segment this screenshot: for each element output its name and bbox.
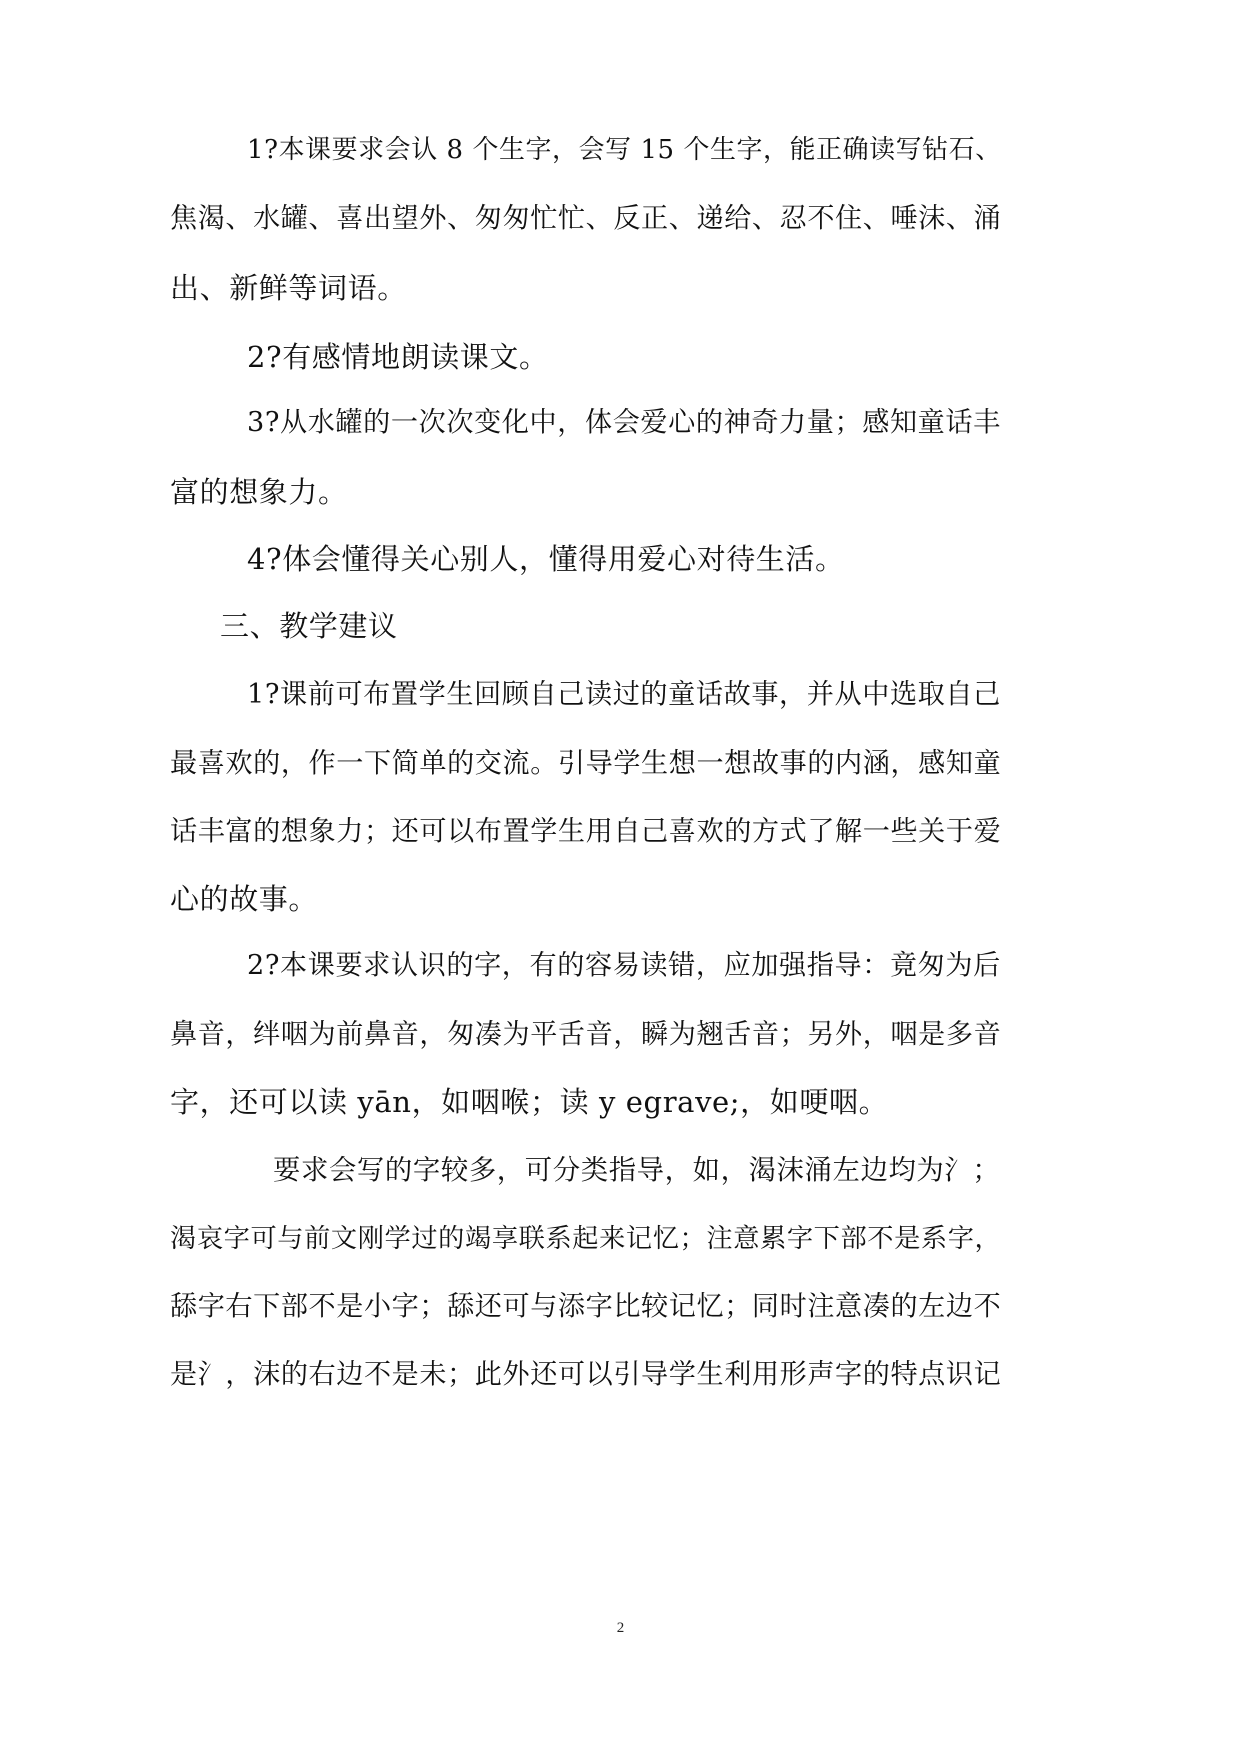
text-line: 1?本课要求会认 8 个生字，会写 15 个生字，能正确读写钻石、 [247, 135, 1002, 165]
text-line: 3?从水罐的一次次变化中，体会爱心的神奇力量；感知童话丰 [247, 407, 1001, 438]
text-line: 4?体会懂得关心别人，懂得用爱心对待生活。 [247, 542, 845, 576]
text-line: 焦渴、水罐、喜出望外、匆匆忙忙、反正、递给、忍不住、唾沫、涌 [170, 203, 1002, 234]
text-line: 渴哀字可与前文刚学过的竭享联系起来记忆；注意累字下部不是系字， [170, 1224, 1002, 1254]
text-line: 要求会写的字较多，可分类指导，如，渴沫涌左边均为氵； [273, 1155, 1001, 1186]
text-line: 心的故事。 [170, 882, 319, 916]
text-line: 舔字右下部不是小字；舔还可与添字比较记忆；同时注意凑的左边不 [170, 1291, 1002, 1322]
text-line: 最喜欢的，作一下简单的交流。引导学生想一想故事的内涵，感知童 [170, 748, 1002, 779]
text-line: 出、新鲜等词语。 [170, 271, 407, 305]
text-line: 话丰富的想象力；还可以布置学生用自己喜欢的方式了解一些关于爱 [170, 816, 1002, 847]
text-line: 富的想象力。 [170, 475, 348, 509]
text-line: 2?有感情地朗读课文。 [247, 340, 549, 374]
text-line: 1?课前可布置学生回顾自己读过的童话故事，并从中选取自己 [247, 679, 1001, 710]
text-line: 鼻音，绊咽为前鼻音，匆凑为平舌音，瞬为翘舌音；另外，咽是多音 [170, 1019, 1002, 1050]
text-line: 字，还可以读 yān，如咽喉；读 y egrave;，如哽咽。 [170, 1085, 889, 1119]
text-line: 2?本课要求认识的字，有的容易读错，应加强指导：竟匆为后 [247, 950, 1001, 981]
section-heading: 三、教学建议 [220, 609, 398, 643]
page-number: 2 [616, 1620, 625, 1636]
text-line: 是氵，沫的右边不是未；此外还可以引导学生利用形声字的特点识记 [170, 1359, 1002, 1390]
